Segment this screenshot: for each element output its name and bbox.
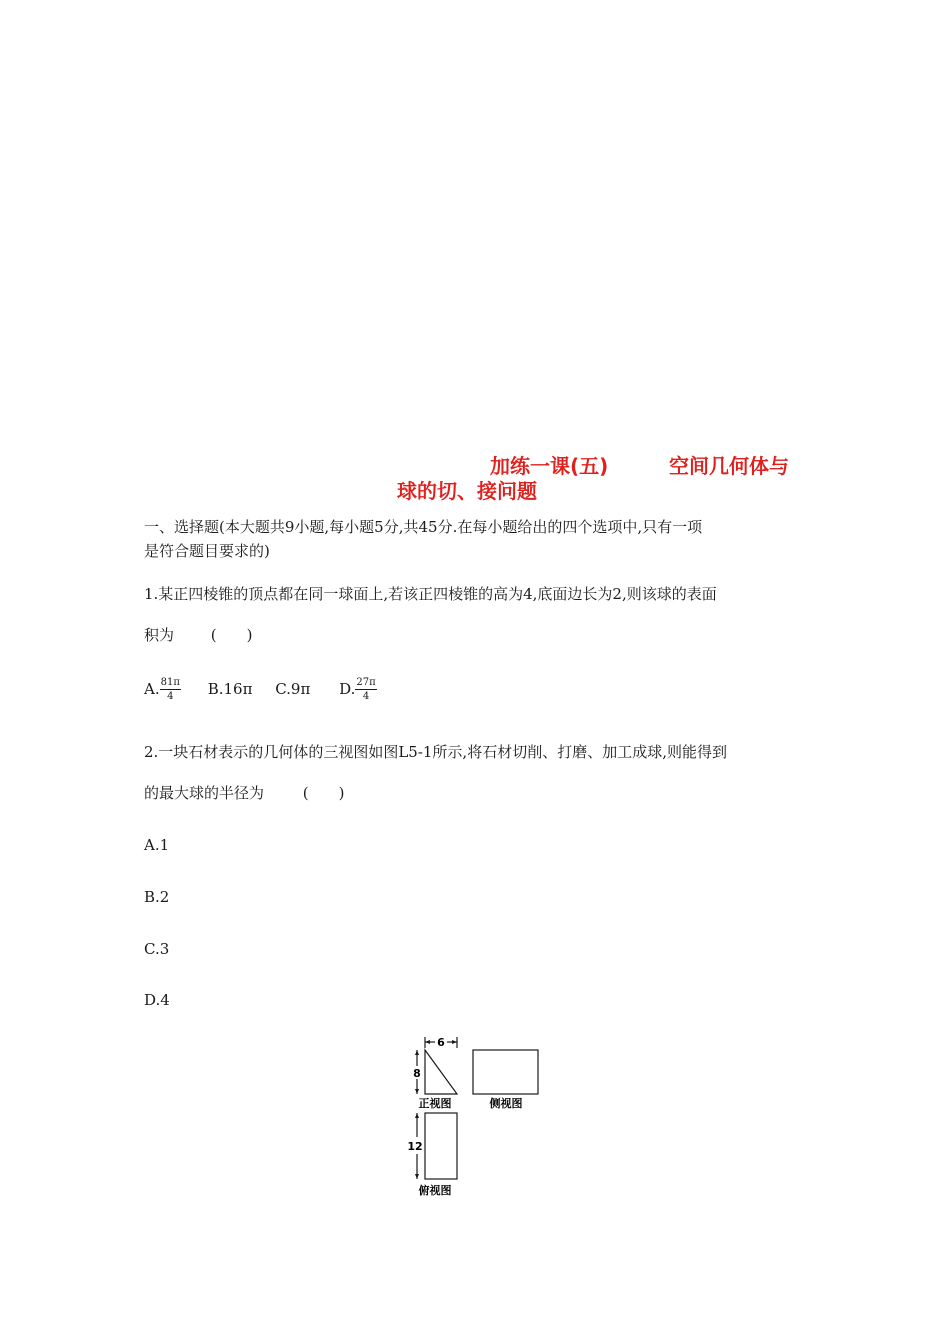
title-line2: 球的切、接问题: [397, 479, 537, 503]
front-view-label: 正视图: [418, 1097, 452, 1110]
question-1-line1: 1.某正四棱锥的顶点都在同一球面上,若该正四棱锥的高为4,底面边长为2,则该球的表面: [144, 585, 717, 603]
answer-paren: ( ): [210, 626, 253, 644]
answer-paren: ( ): [302, 784, 345, 802]
three-view-figure: [405, 1032, 555, 1204]
option-d[interactable]: D. $\frac{27\pi}{4}$: [339, 677, 376, 702]
dimension-label: 8: [413, 1067, 421, 1080]
option-a[interactable]: A. $\frac{81\pi}{4}$: [144, 677, 180, 702]
question-1-line2: [144, 624, 253, 645]
question-2-text: 的最大球的半径为: [144, 784, 265, 802]
side-view-label: 侧视图: [489, 1097, 523, 1110]
option-c[interactable]: C.9π: [275, 679, 311, 698]
question-2-line1: 2.一块石材表示的几何体的三视图如图L5-1所示,将石材切削、打磨、加工成球,则能得到: [144, 743, 727, 761]
dimension-label: 6: [437, 1036, 445, 1049]
fraction-27pi-over-4: $\frac{27\pi}{4}$: [356, 677, 376, 702]
section-header-line1: 一、选择题(本大题共9小题,每小题5分,共45分.在每小题给出的四个选项中,只有一项: [144, 518, 703, 536]
option-c[interactable]: C.3: [144, 940, 170, 958]
question-1-text: 积为: [144, 626, 175, 644]
option-a[interactable]: A.1: [144, 836, 170, 854]
dimension-label: 12: [407, 1140, 423, 1153]
option-d[interactable]: D.4: [144, 991, 170, 1009]
question-1-options: [144, 676, 377, 703]
option-b[interactable]: B.16π: [207, 679, 253, 698]
front-view-triangle: [425, 1050, 457, 1094]
question-2-line2: [144, 782, 345, 803]
title-line1-part2: 空间几何体与: [669, 454, 789, 478]
top-view-label: 俯视图: [418, 1184, 452, 1197]
section-header-line2: 是符合题目要求的): [144, 542, 270, 560]
title-line1-part1: 加练一课(五): [490, 454, 609, 478]
side-view-rectangle: [473, 1050, 538, 1094]
top-view-rectangle: [425, 1113, 457, 1179]
option-b[interactable]: B.2: [144, 888, 170, 906]
fraction-81pi-over-4: $\frac{81\pi}{4}$: [160, 677, 180, 702]
